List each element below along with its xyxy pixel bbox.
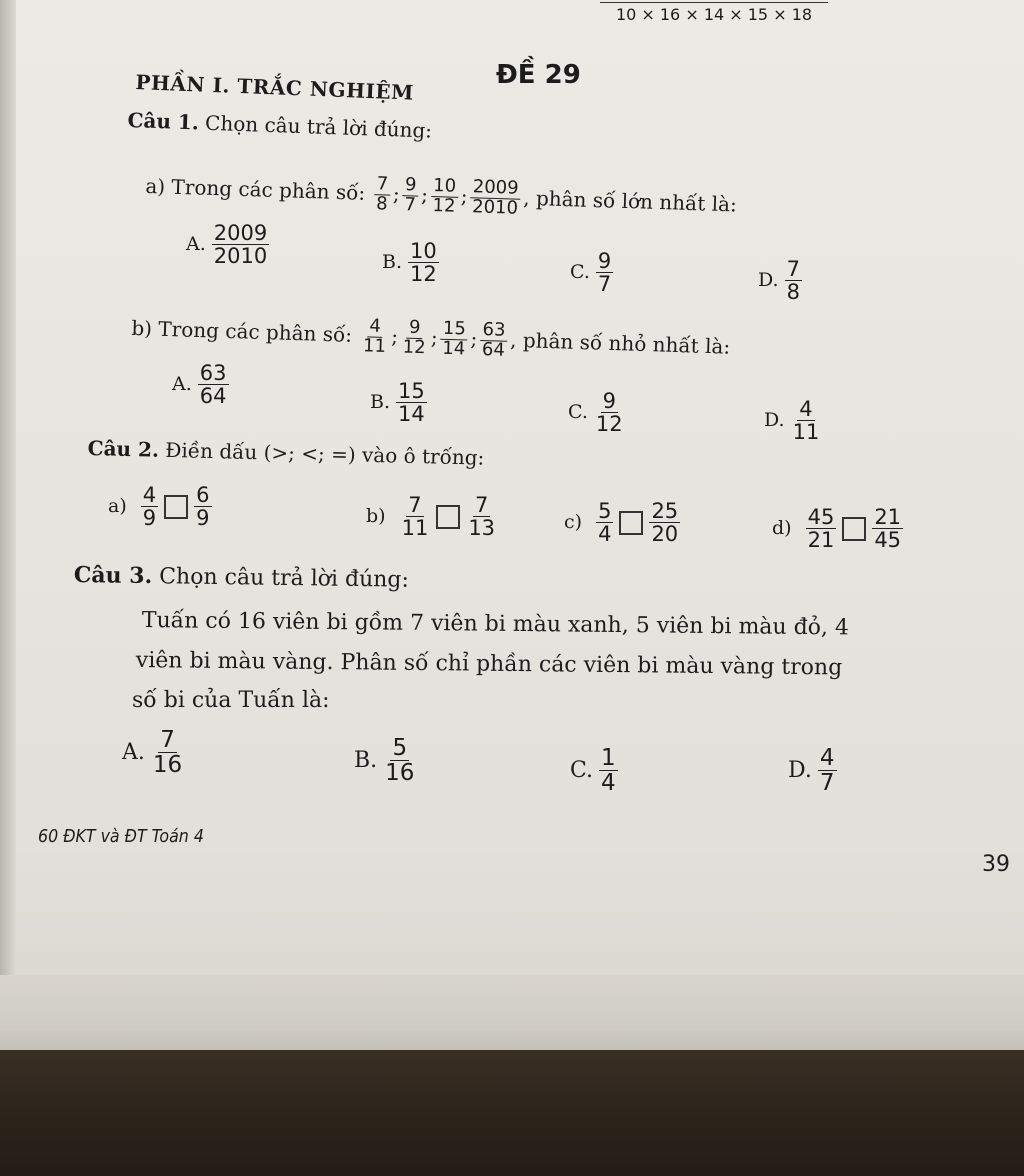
- separator: ;: [460, 183, 468, 208]
- q3-option-d[interactable]: [788, 746, 837, 795]
- q1b-option-d[interactable]: [764, 398, 821, 443]
- q1a-fraction-denominator: 2010: [471, 196, 519, 219]
- option-fraction-denominator: 12: [410, 262, 437, 287]
- q1a-fraction-denominator: 8: [375, 193, 388, 215]
- q1b-fraction-denominator: 64: [481, 338, 506, 361]
- option-letter: A.: [186, 232, 206, 255]
- q1b-fraction: [361, 317, 389, 357]
- q1a-fraction-numerator: 10: [431, 177, 459, 198]
- q2-item-label: c): [564, 510, 583, 533]
- book-title-footer: 60 ĐKT và ĐT Toán 4: [38, 826, 204, 847]
- option-letter: C.: [570, 757, 594, 783]
- q1a-option-d[interactable]: [758, 258, 802, 303]
- q2-item-label: d): [772, 516, 792, 539]
- option-fraction: [818, 746, 837, 795]
- q1a-stem: [145, 168, 738, 225]
- question-3-heading: [74, 562, 409, 593]
- option-fraction-denominator: 2010: [213, 244, 268, 269]
- option-fraction-denominator: 16: [152, 752, 183, 779]
- option-fraction: [599, 746, 618, 795]
- q1b-option-b[interactable]: [370, 380, 427, 425]
- q2-right-fraction-numerator: 7: [474, 493, 489, 517]
- q1b-fraction-denominator: 11: [362, 335, 387, 357]
- question-2-prompt: Điền dấu (>; <; =) vào ô trống:: [165, 437, 485, 470]
- q1b-fraction-denominator: 14: [442, 337, 466, 360]
- part-heading: PHẦN I. TRẮC NGHIỆM: [135, 70, 415, 105]
- exam-title: ĐỀ 29: [496, 60, 581, 90]
- q2-left-fraction-numerator: 5: [598, 499, 612, 523]
- option-fraction-denominator: 7: [819, 770, 835, 797]
- q1a-option-a[interactable]: [186, 222, 269, 267]
- option-fraction: [383, 736, 416, 785]
- q1b-fraction: [440, 317, 468, 360]
- q1b-fraction-numerator: 4: [367, 317, 383, 337]
- option-fraction-denominator: 14: [398, 402, 425, 427]
- top-fraction-fragment: [600, 0, 828, 24]
- q1b-fraction-denominator: 12: [402, 336, 426, 359]
- q2-left-fraction-numerator: 45: [807, 505, 835, 529]
- q1b-fraction-numerator: 15: [441, 320, 469, 341]
- option-fraction: [785, 258, 802, 303]
- q1b-fraction-numerator: 63: [480, 321, 508, 342]
- question-3-number: Câu 3.: [73, 562, 153, 590]
- option-fraction: [198, 362, 229, 407]
- option-fraction: [151, 728, 184, 777]
- q1b-fraction: [400, 318, 428, 358]
- option-fraction-numerator: 63: [199, 361, 227, 385]
- q2-left-fraction: [596, 500, 613, 545]
- page-number: 39: [982, 852, 1010, 877]
- option-fraction: [594, 390, 625, 435]
- q1b-fraction: [480, 321, 508, 361]
- q3-option-a[interactable]: [122, 728, 184, 777]
- option-fraction-numerator: 2009: [213, 221, 268, 245]
- q3-option-b[interactable]: [354, 736, 416, 785]
- question-2-heading: [87, 436, 484, 470]
- question-1-prompt: Chọn câu trả lời đúng:: [204, 110, 433, 143]
- option-fraction-denominator: 11: [792, 420, 820, 445]
- q2-item-d: [772, 506, 903, 551]
- q1a-fraction-numerator: 7: [374, 175, 390, 195]
- option-fraction-denominator: 7: [597, 272, 612, 297]
- separator: ;: [390, 324, 399, 349]
- option-letter: A.: [172, 372, 192, 395]
- q1a-fraction-numerator: 2009: [470, 178, 520, 199]
- q2-right-fraction: [649, 500, 680, 545]
- option-fraction: [596, 250, 613, 295]
- option-fraction-numerator: 9: [597, 249, 612, 273]
- q2-right-fraction-denominator: 9: [196, 506, 210, 531]
- option-letter: D.: [764, 408, 785, 431]
- q3-option-c[interactable]: [570, 746, 618, 795]
- q2-left-fraction: [141, 484, 158, 529]
- q1a-fraction-numerator: 9: [403, 176, 419, 196]
- option-fraction-denominator: 16: [385, 760, 415, 787]
- q2-item-a: [108, 484, 212, 529]
- q1a-fraction-list: [371, 173, 524, 219]
- q2-item-b: [366, 494, 497, 539]
- separator: ;: [392, 181, 401, 206]
- option-letter: B.: [370, 390, 391, 413]
- q2-right-fraction-denominator: 45: [874, 528, 902, 553]
- comparison-answer-box[interactable]: [619, 511, 643, 535]
- q1a-fraction-denominator: 7: [404, 194, 417, 216]
- q1b-lead: Trong các phân số:: [158, 316, 353, 347]
- page-edge: [0, 0, 16, 1050]
- q1a-trail: , phân số lớn nhất là:: [522, 185, 738, 217]
- option-letter: D.: [788, 757, 812, 783]
- option-fraction-numerator: 15: [398, 379, 425, 403]
- q2-left-fraction-denominator: 21: [807, 528, 835, 553]
- option-fraction-denominator: 4: [601, 770, 616, 797]
- q1b-label: b): [131, 315, 153, 341]
- q1a-fraction-denominator: 12: [432, 194, 456, 217]
- question-2-number: Câu 2.: [87, 436, 160, 462]
- q1a-fraction: [374, 175, 391, 214]
- option-fraction: [408, 240, 439, 285]
- option-fraction-numerator: 7: [786, 257, 800, 281]
- q1b-option-a[interactable]: [172, 362, 229, 407]
- option-fraction-numerator: 10: [410, 239, 437, 263]
- option-fraction-numerator: 9: [602, 389, 616, 413]
- option-letter: C.: [570, 260, 590, 283]
- q2-item-label: a): [108, 494, 127, 517]
- option-letter: D.: [758, 268, 779, 291]
- q2-left-fraction: [806, 506, 837, 551]
- option-fraction-numerator: 1: [601, 745, 616, 771]
- q1b-trail: , phân số nhỏ nhất là:: [509, 327, 731, 359]
- q2-right-fraction: [872, 506, 903, 551]
- option-fraction-numerator: 4: [799, 397, 813, 421]
- comparison-answer-box[interactable]: [842, 517, 866, 541]
- q1a-label: a): [145, 173, 166, 199]
- option-fraction-denominator: 64: [199, 384, 227, 409]
- q2-right-fraction: [194, 484, 211, 529]
- q1b-stem: [131, 310, 731, 368]
- q2-left-fraction-numerator: 7: [408, 493, 422, 517]
- option-letter: C.: [568, 400, 588, 423]
- q3-passage-line-3: số bi của Tuấn là:: [132, 688, 330, 713]
- q2-right-fraction-numerator: 6: [196, 483, 210, 507]
- q1b-fraction-numerator: 9: [407, 319, 423, 339]
- q2-right-fraction-denominator: 13: [468, 516, 496, 541]
- question-3-prompt: Chọn câu trả lời đúng:: [159, 564, 410, 593]
- option-fraction-denominator: 12: [595, 412, 623, 437]
- q1b-option-c[interactable]: [568, 390, 625, 435]
- question-1-heading: [127, 108, 432, 143]
- q3-passage-line-2: viên bi màu vàng. Phân số chỉ phần các viên bi màu vàng trong: [135, 648, 843, 681]
- q2-item-label: b): [366, 504, 386, 527]
- q2-right-fraction: [466, 494, 497, 539]
- q1a-fraction: [470, 178, 521, 218]
- q1a-lead: Trong các phân số:: [171, 174, 366, 205]
- q2-left-fraction-numerator: 4: [142, 483, 157, 507]
- option-fraction: [791, 398, 822, 443]
- q1a-fraction: [430, 177, 458, 217]
- option-fraction: [396, 380, 427, 425]
- q1a-option-c[interactable]: [570, 250, 613, 295]
- comparison-answer-box[interactable]: [164, 495, 188, 519]
- q2-right-fraction-denominator: 20: [651, 522, 679, 547]
- q1a-option-b[interactable]: [382, 240, 439, 285]
- separator: ;: [430, 325, 439, 350]
- page-bottom-fold: [0, 975, 1024, 1050]
- q1a-fraction: [402, 176, 419, 215]
- q2-left-fraction-denominator: 11: [401, 516, 429, 541]
- desk-background: [0, 1050, 1024, 1176]
- q2-left-fraction: [400, 494, 431, 539]
- q2-right-fraction-numerator: 21: [874, 505, 902, 529]
- question-1-number: Câu 1.: [127, 108, 200, 135]
- q2-left-fraction-denominator: 4: [598, 522, 612, 547]
- option-fraction: [212, 222, 269, 267]
- top-fraction-denominator: 10 × 16 × 14 × 15 × 18: [615, 5, 813, 24]
- q3-passage-line-1: Tuấn có 16 viên bi gồm 7 viên bi màu xanh, 5 viên bi màu đỏ, 4: [141, 608, 850, 641]
- q2-item-c: [564, 500, 680, 545]
- option-letter: B.: [382, 250, 403, 273]
- q2-right-fraction-numerator: 25: [651, 499, 679, 523]
- option-letter: A.: [122, 739, 145, 765]
- option-fraction-numerator: 7: [160, 727, 175, 753]
- q1b-fraction-list: [358, 315, 511, 361]
- option-fraction-numerator: 5: [392, 735, 408, 761]
- option-letter: B.: [354, 747, 378, 773]
- separator: ;: [470, 326, 478, 351]
- comparison-answer-box[interactable]: [436, 505, 460, 529]
- option-fraction-denominator: 8: [786, 280, 800, 305]
- q2-left-fraction-denominator: 9: [142, 506, 157, 531]
- option-fraction-numerator: 4: [819, 745, 835, 771]
- separator: ;: [420, 182, 429, 207]
